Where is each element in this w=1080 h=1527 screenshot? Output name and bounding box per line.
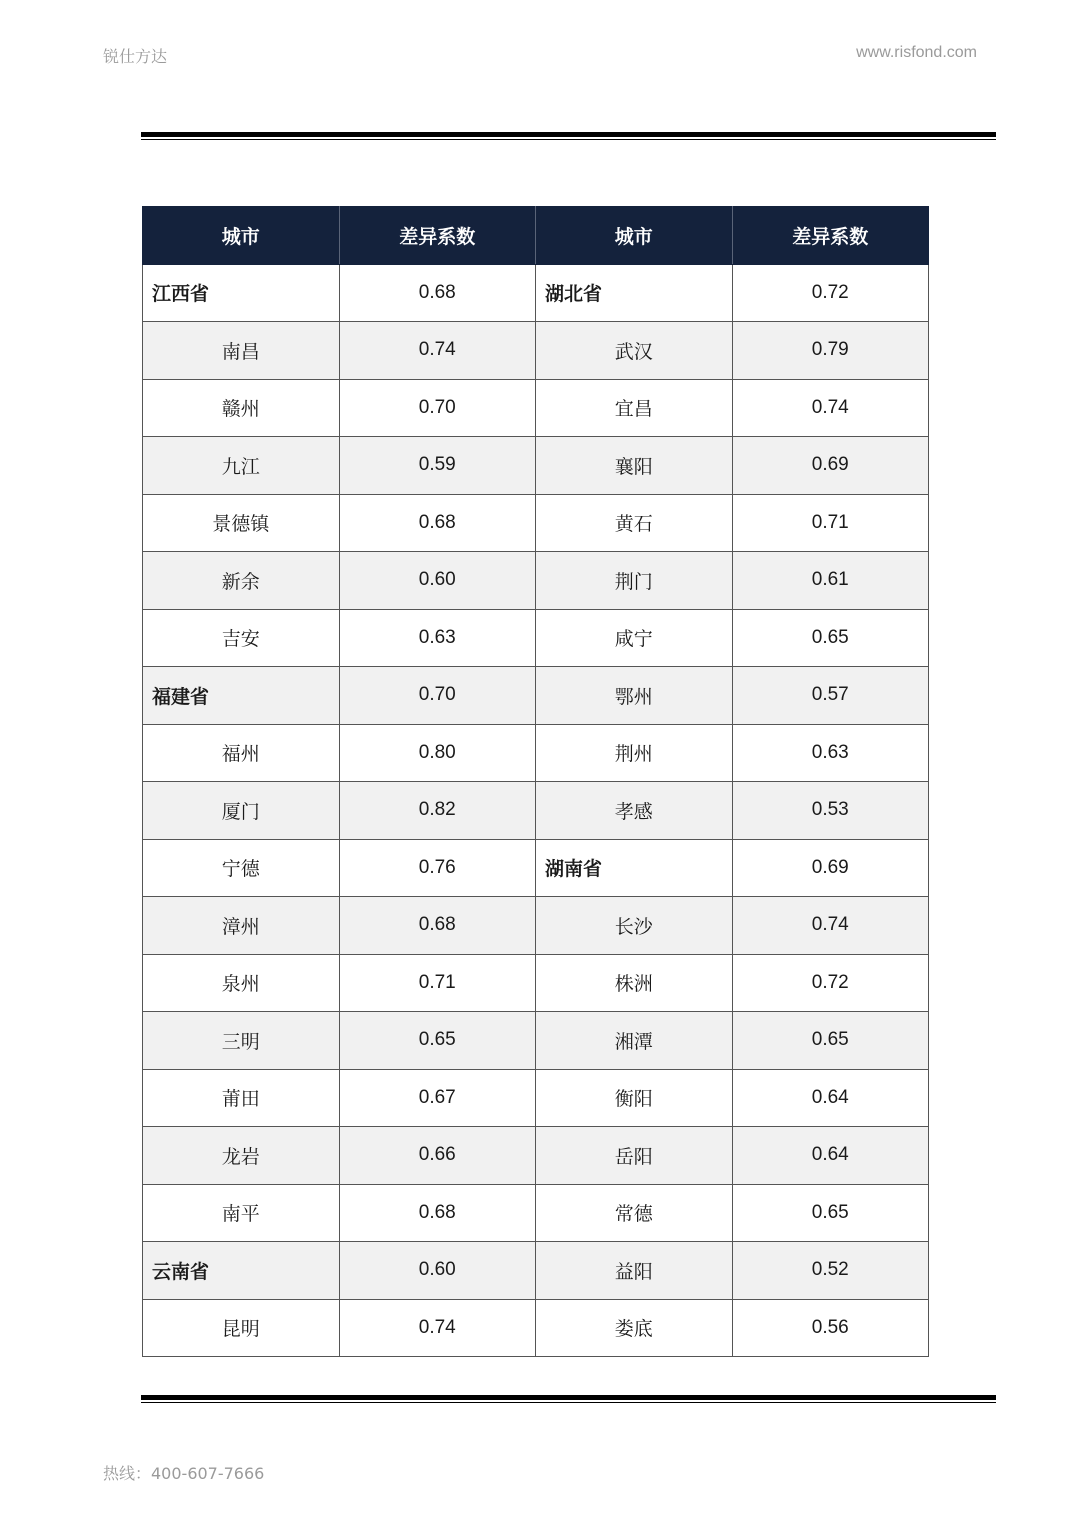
table-row <box>143 1127 929 1185</box>
coefficient-cell: 0.61 <box>732 552 929 610</box>
coefficient-cell: 0.82 <box>339 782 536 840</box>
city-cell: 吉安 <box>143 609 340 667</box>
city-cell: 株洲 <box>536 954 733 1012</box>
city-cell: 赣州 <box>143 379 340 437</box>
city-cell: 娄底 <box>536 1299 733 1357</box>
coefficient-cell: 0.76 <box>339 839 536 897</box>
coefficient-cell: 0.68 <box>339 494 536 552</box>
coefficient-cell: 0.60 <box>339 552 536 610</box>
city-cell: 荆门 <box>536 552 733 610</box>
table-row <box>143 322 929 380</box>
coefficient-cell: 0.74 <box>732 379 929 437</box>
top-rule <box>141 132 996 140</box>
coefficient-cell: 0.74 <box>339 1299 536 1357</box>
province-cell: 湖南省 <box>536 839 733 897</box>
city-cell: 龙岩 <box>143 1127 340 1185</box>
province-cell: 云南省 <box>143 1242 340 1300</box>
table-row <box>143 1184 929 1242</box>
table-row <box>143 667 929 725</box>
table-row <box>143 839 929 897</box>
city-cell: 岳阳 <box>536 1127 733 1185</box>
table-row <box>143 494 929 552</box>
coefficient-cell: 0.65 <box>732 1012 929 1070</box>
coefficient-table <box>142 206 929 1357</box>
city-cell: 昆明 <box>143 1299 340 1357</box>
coefficient-cell: 0.64 <box>732 1069 929 1127</box>
brand-name: 锐仕方达 <box>103 47 168 66</box>
city-cell: 福州 <box>143 724 340 782</box>
city-cell: 宁德 <box>143 839 340 897</box>
coefficient-cell: 0.71 <box>339 954 536 1012</box>
coefficient-cell: 0.65 <box>732 609 929 667</box>
province-cell: 福建省 <box>143 667 340 725</box>
city-cell: 漳州 <box>143 897 340 955</box>
coefficient-cell: 0.70 <box>339 667 536 725</box>
table-row <box>143 437 929 495</box>
coefficient-cell: 0.57 <box>732 667 929 725</box>
city-cell: 景德镇 <box>143 494 340 552</box>
table-row <box>143 782 929 840</box>
table-row <box>143 264 929 322</box>
website-url: www.risfond.com <box>856 44 977 61</box>
city-cell: 九江 <box>143 437 340 495</box>
coefficient-cell: 0.68 <box>339 1184 536 1242</box>
hotline-text: 热线：400-607-7666 <box>103 1464 265 1483</box>
table-row <box>143 552 929 610</box>
coefficient-cell: 0.79 <box>732 322 929 380</box>
coefficient-cell: 0.52 <box>732 1242 929 1300</box>
city-cell: 湘潭 <box>536 1012 733 1070</box>
coefficient-cell: 0.56 <box>732 1299 929 1357</box>
col-header-city-2: 城市 <box>536 207 733 265</box>
table-row <box>143 1242 929 1300</box>
table-row <box>143 1299 929 1357</box>
city-cell: 长沙 <box>536 897 733 955</box>
province-cell: 湖北省 <box>536 264 733 322</box>
table-row <box>143 1012 929 1070</box>
city-cell: 荆州 <box>536 724 733 782</box>
coefficient-cell: 0.65 <box>732 1184 929 1242</box>
city-cell: 孝感 <box>536 782 733 840</box>
city-cell: 襄阳 <box>536 437 733 495</box>
city-cell: 厦门 <box>143 782 340 840</box>
bottom-rule <box>141 1395 996 1403</box>
coefficient-cell: 0.68 <box>339 264 536 322</box>
city-cell: 武汉 <box>536 322 733 380</box>
coefficient-cell: 0.74 <box>339 322 536 380</box>
col-header-city-1: 城市 <box>143 207 340 265</box>
city-cell: 鄂州 <box>536 667 733 725</box>
city-cell: 衡阳 <box>536 1069 733 1127</box>
coefficient-cell: 0.71 <box>732 494 929 552</box>
city-cell: 新余 <box>143 552 340 610</box>
city-cell: 南平 <box>143 1184 340 1242</box>
table-row <box>143 379 929 437</box>
table-header-row <box>143 207 929 265</box>
coefficient-cell: 0.70 <box>339 379 536 437</box>
city-cell: 益阳 <box>536 1242 733 1300</box>
coefficient-cell: 0.63 <box>339 609 536 667</box>
table-row <box>143 897 929 955</box>
coefficient-cell: 0.69 <box>732 839 929 897</box>
city-cell: 咸宁 <box>536 609 733 667</box>
coefficient-cell: 0.59 <box>339 437 536 495</box>
province-cell: 江西省 <box>143 264 340 322</box>
coefficient-cell: 0.80 <box>339 724 536 782</box>
table-row <box>143 609 929 667</box>
coefficient-cell: 0.74 <box>732 897 929 955</box>
table-row <box>143 1069 929 1127</box>
coefficient-cell: 0.65 <box>339 1012 536 1070</box>
coefficient-cell: 0.72 <box>732 954 929 1012</box>
coefficient-cell: 0.68 <box>339 897 536 955</box>
coefficient-cell: 0.53 <box>732 782 929 840</box>
coefficient-cell: 0.63 <box>732 724 929 782</box>
col-header-coef-2: 差异系数 <box>732 207 929 265</box>
city-cell: 三明 <box>143 1012 340 1070</box>
coefficient-cell: 0.69 <box>732 437 929 495</box>
coefficient-cell: 0.67 <box>339 1069 536 1127</box>
coefficient-cell: 0.72 <box>732 264 929 322</box>
city-cell: 莆田 <box>143 1069 340 1127</box>
table-row <box>143 724 929 782</box>
coefficient-cell: 0.66 <box>339 1127 536 1185</box>
city-cell: 常德 <box>536 1184 733 1242</box>
city-cell: 宜昌 <box>536 379 733 437</box>
city-cell: 南昌 <box>143 322 340 380</box>
coefficient-cell: 0.64 <box>732 1127 929 1185</box>
coefficient-cell: 0.60 <box>339 1242 536 1300</box>
city-cell: 泉州 <box>143 954 340 1012</box>
table-row <box>143 954 929 1012</box>
city-cell: 黄石 <box>536 494 733 552</box>
col-header-coef-1: 差异系数 <box>339 207 536 265</box>
